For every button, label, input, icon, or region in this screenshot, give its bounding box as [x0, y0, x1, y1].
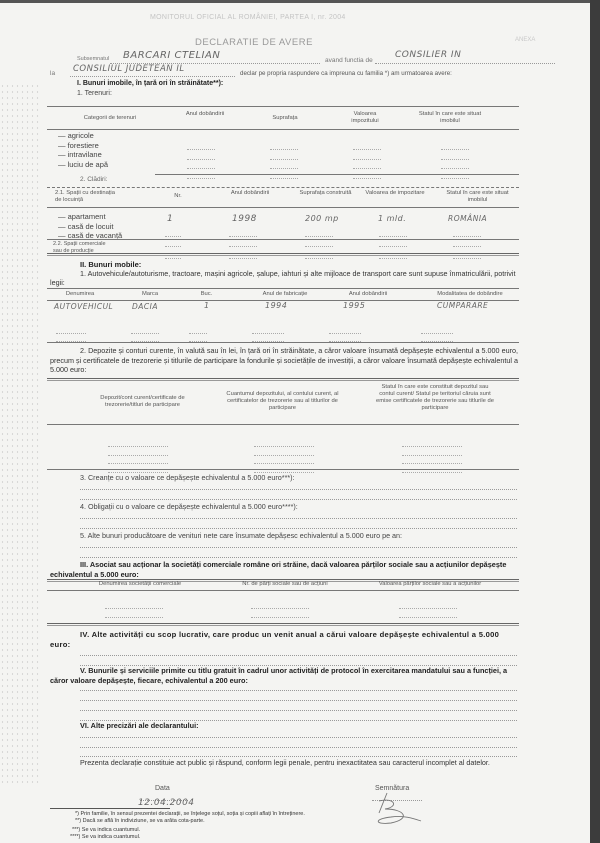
date-field[interactable]: 12.04.2004 — [138, 798, 195, 808]
divider — [47, 106, 519, 107]
col-anul-fabricatie: Anul de fabricație — [262, 291, 308, 297]
creante-text: 3. Creanțe cu o valoare ce depășește echivalentul a 5.000 euro***): — [80, 473, 295, 482]
apartament-suprafata[interactable]: 200 mp — [305, 214, 339, 223]
function-field[interactable]: CONSILIER IN — [395, 50, 462, 60]
la-label: la — [50, 70, 56, 77]
institution-field[interactable]: CONSILIUL JUDETEAN IL — [73, 64, 185, 74]
divider — [47, 623, 519, 626]
terenuri-row: — luciu de apă — [58, 159, 109, 169]
divider — [47, 424, 519, 425]
terenuri-row: — intravilane — [58, 150, 102, 159]
col-anul: Anul dobândirii — [185, 111, 225, 117]
vehicle-denumirea[interactable]: AUTOVEHICUL — [54, 302, 114, 311]
footnote: **) Dacă se află în indiviziune, se va arăta cota-parte. — [75, 818, 205, 824]
footnote: *) Prin familie, în sensul prezentei declarații, se înțelege soțul, soția și copiii aflați în întreținere. — [75, 811, 305, 817]
col-depozit: Depozit/cont curent/certificate de trezorerie/titluri de participare — [100, 395, 185, 408]
col-cuantumul: Cuantumul depozitului, al contului curent, al certificatelor de trezorerie sau al titlurilor de participare — [226, 391, 339, 411]
alte-bunuri-line[interactable] — [80, 547, 517, 548]
col-categorii: Categorii de terenuri — [83, 115, 137, 121]
cladiri-row-label: — casă de vacanță — [58, 231, 123, 240]
cladiri-row-label: — casă de locuit — [58, 221, 114, 231]
col-valoarea: Valoarea impozitului — [351, 111, 379, 124]
vehicle-modalitate[interactable]: CUMPARARE — [437, 301, 489, 310]
divider — [47, 342, 519, 343]
terenuri-row: — forestiere — [58, 140, 99, 150]
section3-heading: III. Asociat sau acționar la societăți comerciale române ori străine, dacă valoarea părților sociale sau a acțiunilor depășește echivalentul a 5.000 euro: — [50, 560, 507, 579]
scan-noise — [0, 83, 40, 783]
section6-line[interactable] — [80, 737, 517, 738]
obligatii-line[interactable] — [80, 518, 517, 519]
declar-text: declar pe propria raspundere ca impreuna cu familia *) am urmatoarea avere: — [240, 70, 452, 77]
apartament-stat[interactable]: ROMÂNIA — [448, 214, 488, 223]
vehicles-dot-grid — [56, 321, 516, 337]
vehicle-fabricatie[interactable]: 1994 — [265, 301, 288, 310]
scan-right-edge — [590, 0, 600, 843]
col-anul-cladiri: Anul dobândirii — [230, 190, 270, 196]
cladiri-heading: 2. Clădiri: — [80, 176, 108, 183]
closing-statement: Prezenta declarație constituie act public și răspund, conform legii penale, pentru inexactitatea sau caracterul incomplet al datelor. — [80, 758, 490, 767]
shares-dot-grid — [105, 596, 505, 622]
col-spatii-locuinta: 2.1. Spații cu destinația de locuință — [55, 190, 115, 203]
divider — [47, 590, 519, 591]
footnote: ***) Se va indica cuantumul. — [72, 827, 141, 833]
col-buc: Buc. — [200, 291, 213, 297]
monitor-header: MONITORUL OFICIAL AL ROMÂNIEI, PARTEA I, nr. 2004 — [150, 14, 346, 21]
signature-label: Semnătura — [375, 785, 410, 792]
col-suprafata-construita: Suprafața construită — [299, 190, 352, 196]
vehicles-text: 1. Autovehicule/autoturisme, tractoare, mașini agricole, șalupe, iahturi și alte mijloace de transport care sunt supuse înmatriculării, potrivit legii: — [50, 269, 516, 287]
col-statul-cladiri: Statul în care este situat imobilul — [446, 190, 509, 203]
col-modalitatea: Modalitatea de dobândire — [437, 291, 503, 297]
obligatii-text: 4. Obligații cu o valoare ce depășește echivalentul a 5.000 euro****): — [80, 502, 298, 511]
col-nr-parti: Nr. de părți sociale sau de acțiuni — [242, 581, 328, 587]
section5-line[interactable] — [80, 690, 517, 691]
function-line — [375, 63, 555, 64]
name-field[interactable]: BARCARI CTELIAN — [123, 50, 221, 61]
apartament-nr[interactable]: 1 — [167, 214, 174, 224]
cladiri-row-label: — apartament — [58, 212, 106, 221]
annex-label: ANEXA — [515, 37, 536, 43]
spatii-comerciale-label: 2.2. Spații comerciale sau de producție — [53, 241, 106, 254]
section2-heading: II. Bunuri mobile: — [80, 260, 142, 269]
divider — [47, 253, 519, 256]
col-statul: Statul în care este situat imobilul — [418, 111, 482, 124]
divider — [47, 288, 519, 289]
divider — [47, 207, 519, 208]
divider — [155, 174, 519, 175]
date-label: Data — [155, 785, 170, 792]
col-valoarea-impozitare: Valoarea de impozitare — [365, 190, 425, 196]
apartament-valoare[interactable]: 1 mld. — [378, 214, 407, 223]
vehicle-marca[interactable]: DACIA — [132, 302, 158, 311]
alte-bunuri-text: 5. Alte bunuri producătoare de venituri nete care însumate depășesc echivalentul a 5.000 euro pe an: — [80, 531, 403, 540]
creante-line[interactable] — [80, 489, 517, 490]
divider — [47, 378, 519, 381]
section6-line[interactable] — [80, 756, 517, 757]
creante-line[interactable] — [80, 499, 517, 500]
cladiri-dot-grid — [165, 224, 515, 244]
footnote: ****) Se va indica cuantumul. — [70, 834, 141, 840]
vehicle-dobandire[interactable]: 1995 — [343, 301, 366, 310]
section4-line[interactable] — [80, 655, 517, 656]
function-label: avand functia de — [325, 57, 373, 64]
divider — [47, 129, 519, 130]
col-marca: Marca — [141, 291, 159, 297]
terenuri-heading: 1. Terenuri: — [77, 90, 112, 97]
deposits-text: 2. Depozite și conturi curente, în valută sau în lei, în țară ori în străinătate, a căror valoare însumată depășește echivalentul a 5.000 euro, precum și certificatele de trezorerie și titlurile de participare la fondurile și societățile de investiții, a căror valoare însumată depășește echivalentul a 5.000 euro: — [50, 346, 518, 374]
section6-line[interactable] — [80, 747, 517, 748]
col-anul-dobandirii: Anul dobândirii — [348, 291, 388, 297]
subsemnatul-label: Subsemnatul — [77, 56, 110, 62]
section6-heading: VI. Alte precizări ale declarantului: — [80, 721, 199, 730]
signature-scribble[interactable] — [365, 791, 425, 829]
deposits-dot-grid — [108, 434, 508, 468]
section5-line[interactable] — [80, 700, 517, 701]
footnote-divider — [50, 808, 170, 809]
col-denumirea-societatii: Denumirea societății comerciale — [98, 581, 182, 587]
obligatii-line[interactable] — [80, 528, 517, 529]
institution-line — [70, 76, 235, 77]
col-denumirea: Denumirea — [65, 291, 95, 297]
terenuri-row: — agricole — [58, 131, 94, 140]
col-statul-depozit: Statul în care este constituit depozitul sau contul curent/ Statul pe teritoriul căruia sunt emise certificatele de trezorerie sau titlurile de participare — [376, 384, 494, 411]
section4-heading: IV. Alte activități cu scop lucrativ, care produc un venit anual a cărui valoare depășește echivalentul a 5.000 euro: — [50, 630, 500, 649]
section5-line[interactable] — [80, 710, 517, 711]
divider — [47, 187, 519, 188]
declaration-page — [0, 3, 590, 843]
divider — [47, 239, 519, 240]
col-nr: Nr. — [174, 193, 182, 199]
col-valoarea-parti: Valoarea părților sociale sau a acțiunilor — [378, 581, 482, 587]
section1-heading: I. Bunuri imobile, în țară ori în străinătate**): — [77, 80, 224, 87]
document-title: DECLARATIE DE AVERE — [195, 37, 313, 48]
section5-heading: V. Bunurile și serviciile primite cu titlu gratuit în cadrul unor activități de protocol în exercitarea mandatului sau a funcției, a căror valoare depășește, fiecare, echivalentul a 200 euro: — [50, 666, 508, 685]
alte-bunuri-line[interactable] — [80, 557, 517, 558]
footnotes — [70, 811, 305, 841]
divider — [47, 469, 519, 470]
col-suprafata: Suprafața — [272, 115, 298, 121]
terenuri-rows — [58, 131, 108, 169]
apartament-an[interactable]: 1998 — [232, 214, 257, 224]
cladiri-rows — [58, 212, 122, 241]
terenuri-dot-grid — [187, 137, 487, 175]
vehicle-buc[interactable]: 1 — [204, 301, 210, 310]
